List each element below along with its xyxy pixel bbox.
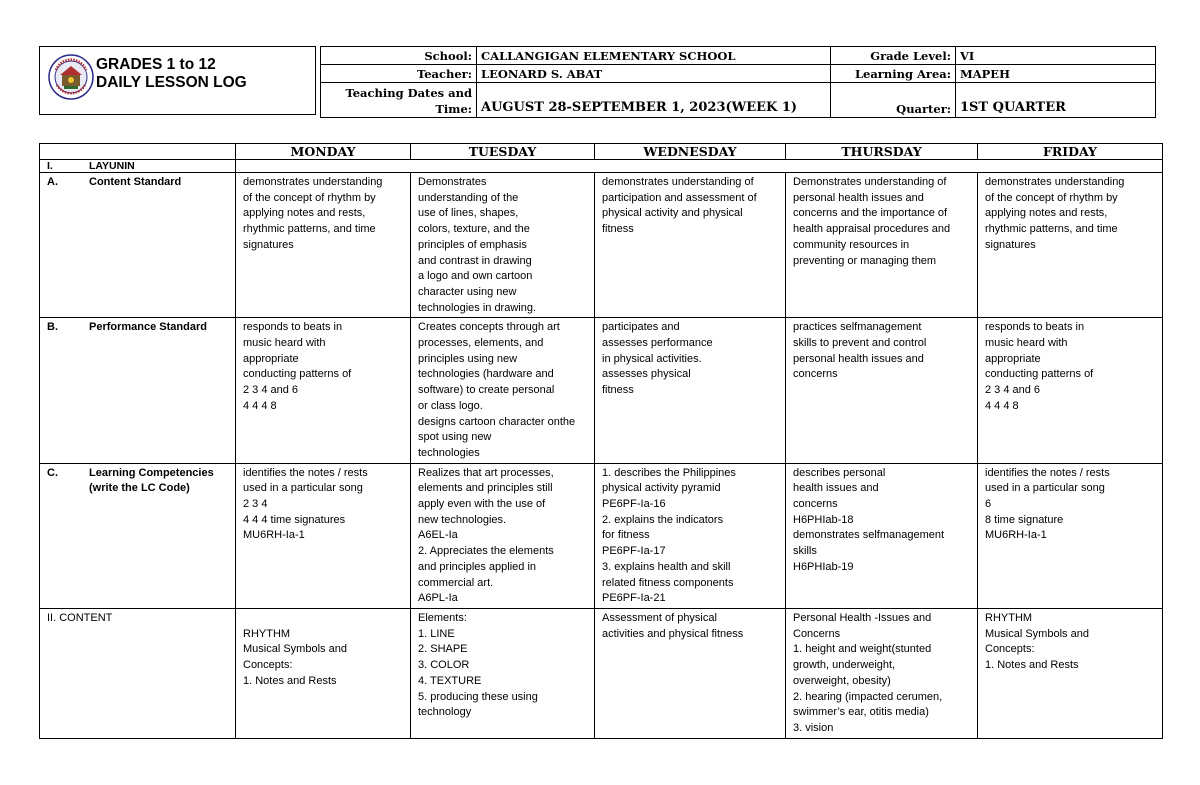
content-wednesday: Assessment of physical activities and physical fitness (595, 608, 786, 738)
competencies-thursday: describes personal health issues and concerns H6PHIab-18 demonstrates selfmanagement skills H6PHIab-19 (786, 463, 978, 608)
content-standard-label (40, 173, 236, 318)
competencies-subtext: (write the LC Code) (89, 482, 190, 495)
header-title-line2: DAILY LESSON LOG (96, 74, 247, 91)
header-box (39, 46, 316, 115)
day-header-friday: FRIDAY (978, 144, 1163, 160)
deped-seal-icon (48, 54, 94, 100)
content-standard-monday: demonstrates understanding of the concept of rhythm by applying notes and rests, rhythmic patterns, and time signatures (236, 173, 411, 318)
teaching-dates-value: AUGUST 28-SEPTEMBER 1, 2023(WEEK 1) (477, 83, 831, 118)
grade-level-label: Grade Level: (831, 47, 956, 65)
day-header-tuesday: TUESDAY (411, 144, 595, 160)
content-monday: RHYTHM Musical Symbols and Concepts: 1. Notes and Rests (236, 608, 411, 738)
info-table (320, 46, 1156, 118)
teacher-label: Teacher: (321, 65, 477, 83)
school-label: School: (321, 47, 477, 65)
content-friday: RHYTHM Musical Symbols and Concepts: 1. Notes and Rests (978, 608, 1163, 738)
content-standard-letter: A. (47, 176, 58, 188)
competencies-tuesday: Realizes that art processes, elements and principles still apply even with the use of new technologies. A6EL-Ia 2. Appreciates the elements and principles applied in commercial art. A6PL-Ia (411, 463, 595, 608)
info-row-school (321, 47, 1156, 65)
content-row (40, 608, 1163, 738)
content-standard-text: Content Standard (89, 176, 182, 188)
content-standard-tuesday: Demonstrates understanding of the use of lines, shapes, colors, texture, and the principles of emphasis and contrast in drawing a logo and own cartoon character using new technologies in drawing. (411, 173, 595, 318)
header-title (96, 56, 247, 92)
learning-area-label: Learning Area: (831, 65, 956, 83)
info-row-dates (321, 83, 1156, 118)
performance-standard-row (40, 318, 1163, 463)
performance-standard-wednesday: participates and assesses performance in physical activities. assesses physical fitness (595, 318, 786, 463)
competencies-label (40, 463, 236, 608)
day-header-monday: MONDAY (236, 144, 411, 160)
day-header-thursday: THURSDAY (786, 144, 978, 160)
competencies-friday: identifies the notes / rests used in a particular song 6 8 time signature MU6RH-Ia-1 (978, 463, 1163, 608)
learning-area-value: MAPEH (956, 65, 1156, 83)
performance-standard-monday: responds to beats in music heard with appropriate conducting patterns of 2 3 4 and 6 4 4 4 8 (236, 318, 411, 463)
content-standard-friday: demonstrates understanding of the concept of rhythm by applying notes and rests, rhythmic patterns, and time signatures (978, 173, 1163, 318)
competencies-monday: identifies the notes / rests used in a particular song 2 3 4 4 4 4 time signatures MU6RH-Ia-1 (236, 463, 411, 608)
quarter-label: Quarter: (831, 83, 956, 118)
lesson-log-table (39, 143, 1163, 739)
content-thursday: Personal Health -Issues and Concerns 1. height and weight(stunted growth, underweight, overweight, obesity) 2. hearing (impacted cerumen, swimmer’s ear, otitis media) 3. vision (786, 608, 978, 738)
layunin-span-cell (236, 160, 1163, 173)
teacher-value: LEONARD S. ABAT (477, 65, 831, 83)
header-title-line1: GRADES 1 to 12 (96, 56, 216, 73)
performance-standard-tuesday: Creates concepts through art processes, elements, and principles using new technologies (hardware and software) to create personal or class logo. designs cartoon character onthe spot using new technologies (411, 318, 595, 463)
competencies-text: Learning Competencies (89, 466, 214, 479)
school-value: CALLANGIGAN ELEMENTARY SCHOOL (477, 47, 831, 65)
grade-level-value: VI (956, 47, 1156, 65)
performance-standard-text: Performance Standard (89, 321, 207, 334)
performance-standard-letter: B. (47, 321, 58, 334)
performance-standard-friday: responds to beats in music heard with appropriate conducting patterns of 2 3 4 and 6 4 4 4 8 (978, 318, 1163, 463)
performance-standard-thursday: practices selfmanagement skills to prevent and control personal health issues and concerns (786, 318, 978, 463)
competencies-row (40, 463, 1163, 608)
content-standard-wednesday: demonstrates understanding of participation and assessment of physical activity and physical fitness (595, 173, 786, 318)
layunin-label (40, 160, 236, 173)
layunin-text: LAYUNIN (89, 160, 135, 172)
performance-standard-label (40, 318, 236, 463)
info-row-teacher (321, 65, 1156, 83)
content-standard-thursday: Demonstrates understanding of personal health issues and concerns and the importance of health appraisal procedures and community resources in preventing or managing them (786, 173, 978, 318)
teaching-dates-label: Teaching Dates and Time: (321, 83, 477, 118)
content-tuesday: Elements: 1. LINE 2. SHAPE 3. COLOR 4. TEXTURE 5. producing these using technology (411, 608, 595, 738)
days-header-row (40, 144, 1163, 160)
competencies-wednesday: 1. describes the Philippines physical activity pyramid PE6PF-Ia-16 2. explains the indicators for fitness PE6PF-Ia-17 3. explains health and skill related fitness components PE6PF-Ia-21 (595, 463, 786, 608)
corner-cell (40, 144, 236, 160)
day-header-wednesday: WEDNESDAY (595, 144, 786, 160)
content-standard-row (40, 173, 1163, 318)
competencies-letter: C. (47, 466, 58, 479)
content-label: II. CONTENT (40, 608, 236, 738)
quarter-value: 1ST QUARTER (956, 83, 1156, 118)
layunin-row (40, 160, 1163, 173)
layunin-number: I. (47, 160, 53, 172)
